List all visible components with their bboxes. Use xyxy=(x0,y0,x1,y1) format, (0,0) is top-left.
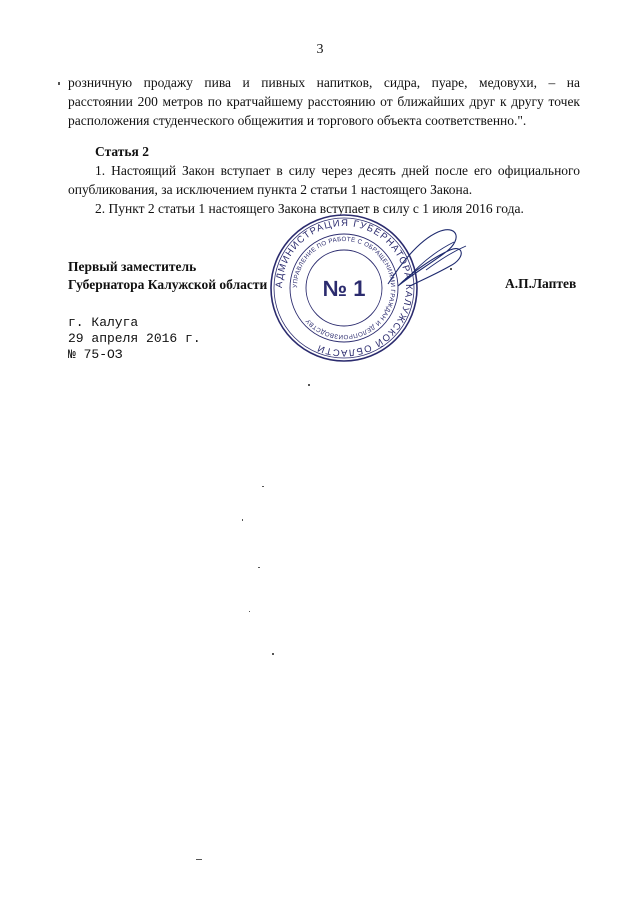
body-text-line-3: расположения студенческого общежития и торгового объекта соответственно.". xyxy=(68,113,527,128)
seal-outer-text: АДМИНИСТРАЦИЯ ГУБЕРНАТОРА КАЛУЖСКОЙ ОБЛАСТИ xyxy=(273,217,415,359)
scan-speck xyxy=(58,82,60,85)
document-footer xyxy=(68,315,201,363)
seal-inner-text: УПРАВЛЕНИЕ ПО РАБОТЕ С ОБРАЩЕНИЯМИ ГРАЖДАН И ДЕЛОПРОИЗВОДСТВУ xyxy=(291,235,397,341)
scan-speck xyxy=(196,859,202,860)
article-item-1-line-1: 1. Настоящий Закон вступает в силу через десять дней после его официального xyxy=(95,163,580,178)
body-text-line-1: розничную продажу пива и пивных напитков, сидра, пуаре, медовухи, – на xyxy=(68,75,580,90)
seal-center-number: № 1 xyxy=(322,276,366,301)
footer-date: 29 апреля 2016 г. xyxy=(68,331,201,346)
body-text-line-2: расстоянии 200 метров по кратчайшему расстоянию от ближайших друг к другу точек xyxy=(68,94,580,109)
scan-speck xyxy=(450,268,452,270)
article-item-1-line-2: опубликования, за исключением пункта 2 статьи 1 настоящего Закона. xyxy=(68,182,473,197)
page-number: 3 xyxy=(316,42,324,57)
footer-city: г. Калуга xyxy=(68,315,139,330)
scan-speck xyxy=(242,519,243,521)
article-heading: Статья 2 xyxy=(95,144,149,159)
footer-law-number: № 75-ОЗ xyxy=(68,347,123,362)
signer-title-line-1: Первый заместитель xyxy=(68,259,197,274)
scan-speck xyxy=(258,567,260,568)
signer-name: А.П.Лаптев xyxy=(505,276,577,291)
scan-speck xyxy=(262,486,264,487)
signer-title xyxy=(68,258,267,294)
signer-title-line-2: Губернатора Калужской области xyxy=(68,277,268,292)
scan-speck xyxy=(308,384,310,386)
scan-speck xyxy=(272,653,274,655)
scan-speck xyxy=(249,611,250,612)
handwritten-signature xyxy=(380,222,470,302)
article-item-2: 2. Пункт 2 статьи 1 настоящего Закона вступает в силу с 1 июля 2016 года. xyxy=(95,201,524,216)
